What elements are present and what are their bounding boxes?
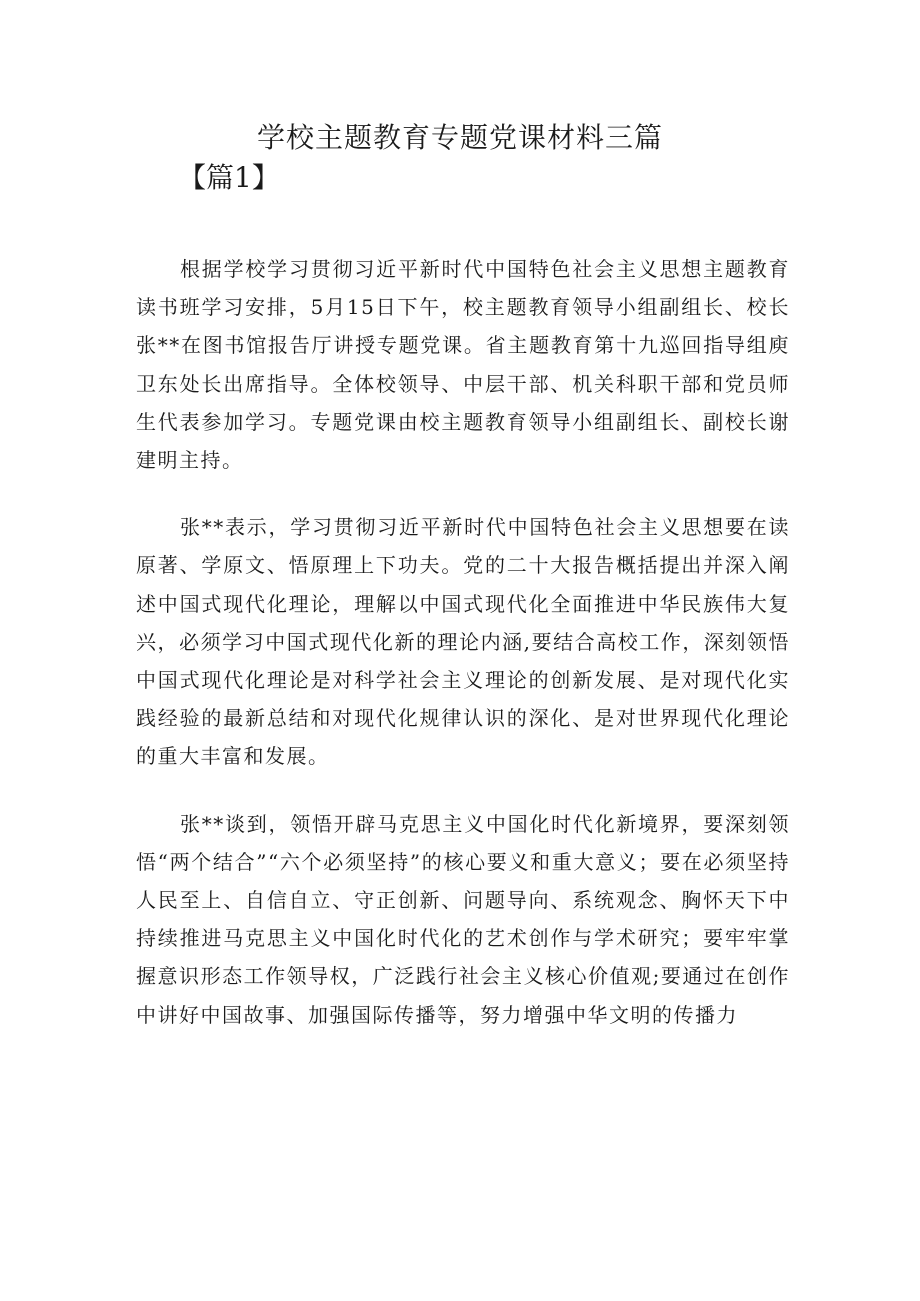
paragraph-2: 张**表示，学习贯彻习近平新时代中国特色社会主义思想要在读原著、学原文、悟原理上下功夫。党的二十大报告概括提出并深入阐述中国式现代化理论，理解以中国式现代化全面推进中华民族伟大复兴，必须学习中国式现代化新的理论内涵,要结合高校工作，深刻领悟中国式现代化理论是对科学社会主义理论的创新发展、是对现代化实践经验的最新总结和对现代化规律认识的深化、是对世界现代化理论的重大丰富和发展。 <box>136 515 790 769</box>
paragraph-3: 张**谈到，领悟开辟马克思主义中国化时代化新境界，要深刻领悟“两个结合”“六个必须坚持”的核心要义和重大意义；要在必须坚持人民至上、自信自立、守正创新、问题导向、系统观念、胸怀天下中持续推进马克思主义中国化时代化的艺术创作与学术研究；要牢牢掌握意识形态工作领导权，广泛践行社会主义核心价值观;要通过在创作中讲好中国故事、加强国际传播等，努力增强中华文明的传播力 <box>136 811 790 1027</box>
document-title: 学校主题教育专题党课材料三篇 <box>256 121 663 154</box>
section-heading: 【篇1】 <box>178 161 280 194</box>
paragraph-1: 根据学校学习贯彻习近平新时代中国特色社会主义思想主题教育读书班学习安排，5月15日下午，校主题教育领导小组副组长、校长张**在图书馆报告厅讲授专题党课。省主题教育第十九巡回指导组庾卫东处长出席指导。全体校领导、中层干部、机关科职干部和党员师生代表参加学习。专题党课由校主题教育领导小组副组长、副校长谢建明主持。 <box>136 257 790 473</box>
document-body <box>136 250 790 1063</box>
